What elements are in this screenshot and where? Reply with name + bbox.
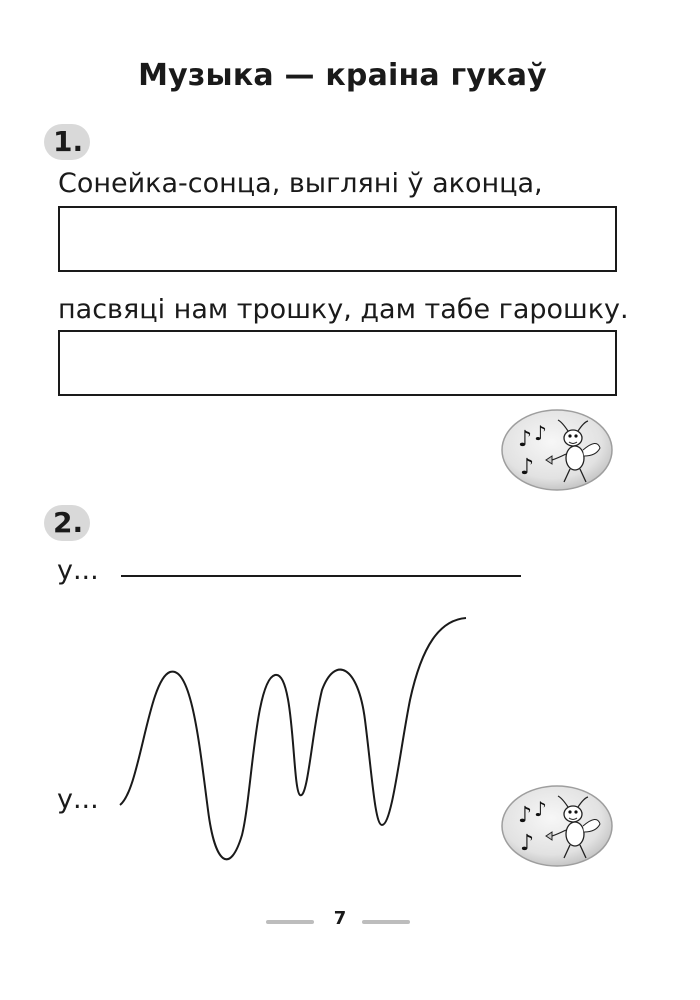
verse-line-1: Сонейка-сонца, выгляні ў аконца, bbox=[58, 168, 543, 199]
sound-wave-line bbox=[110, 610, 480, 880]
footer-line-left bbox=[266, 920, 314, 924]
writing-line[interactable] bbox=[121, 575, 521, 577]
svg-text:♪: ♪ bbox=[518, 803, 533, 828]
singing-insect-icon bbox=[500, 408, 615, 492]
task-1-number-badge bbox=[44, 124, 90, 160]
svg-text:♪: ♪ bbox=[534, 797, 547, 821]
task-1-number: 1. bbox=[53, 125, 84, 158]
svg-text:♪: ♪ bbox=[520, 831, 535, 856]
svg-text:♪: ♪ bbox=[534, 421, 547, 445]
page-title: Музыка — краіна гукаў bbox=[138, 58, 547, 93]
sound-label-top: у... bbox=[57, 555, 99, 586]
answer-box-2[interactable] bbox=[58, 330, 617, 396]
answer-box-1[interactable] bbox=[58, 206, 617, 272]
verse-line-2: пасвяці нам трошку, дам табе гарошку. bbox=[58, 294, 629, 325]
svg-text:♪: ♪ bbox=[518, 427, 533, 452]
singing-insect-icon-2 bbox=[500, 784, 615, 868]
sound-label-bottom: у... bbox=[57, 784, 99, 815]
task-2-number-badge bbox=[44, 505, 90, 541]
task-2-number: 2. bbox=[53, 506, 84, 539]
footer-line-right bbox=[362, 920, 410, 924]
svg-text:♪: ♪ bbox=[520, 455, 535, 480]
page-number: 7 bbox=[333, 908, 347, 929]
